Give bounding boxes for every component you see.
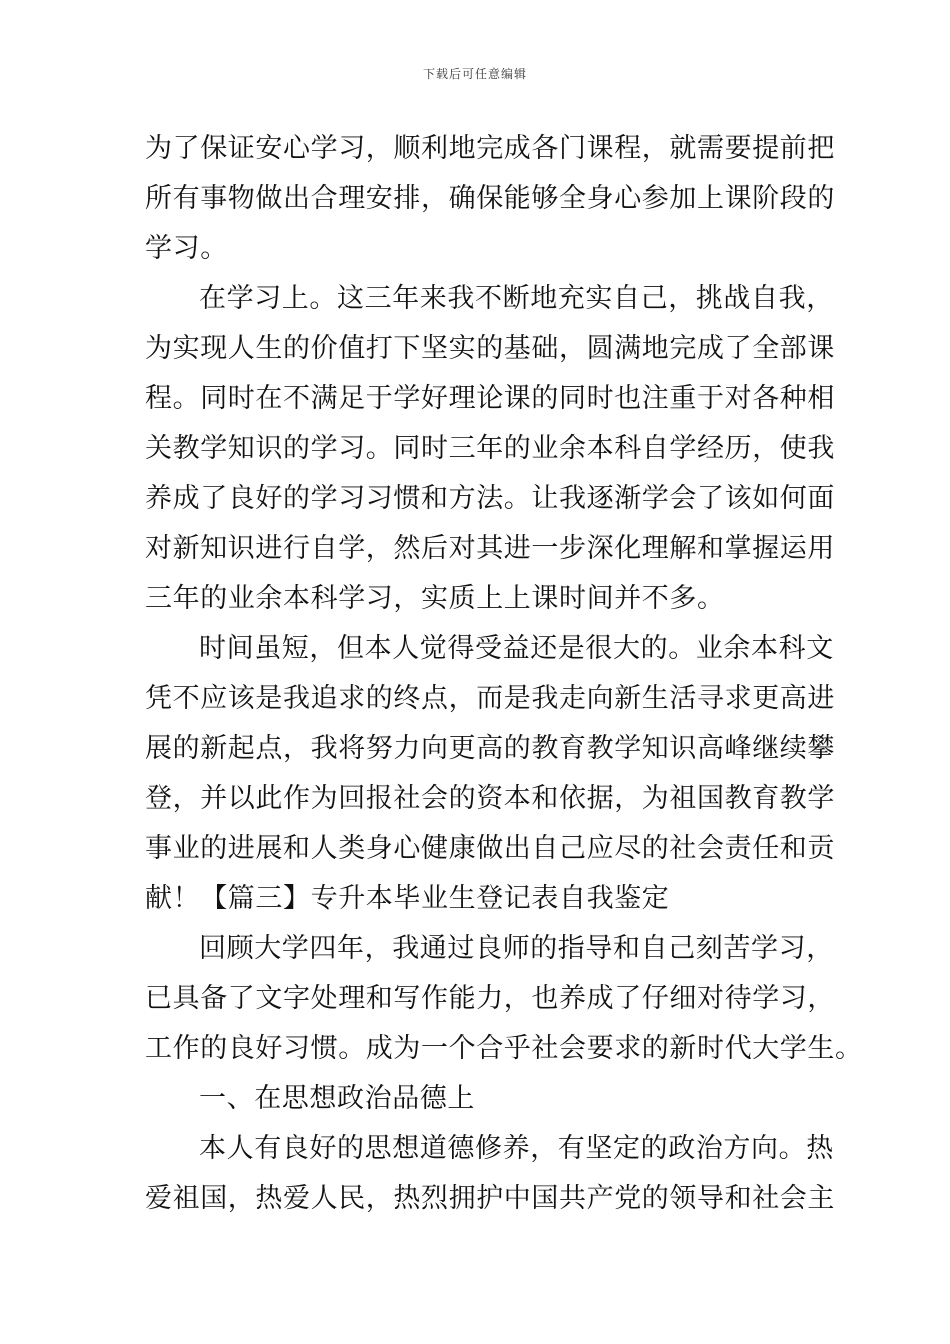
paragraph-start-line: 回顾大学四年，我通过良师的指导和自己刻苦学习， — [199, 933, 834, 964]
text-line: 为实现人生的价值打下坚实的基础，圆满地完成了全部课 — [145, 333, 835, 364]
page-header: 下载后可任意编辑 — [422, 67, 527, 81]
text-line: 展的新起点，我将努力向更高的教育教学知识高峰继续攀 — [145, 733, 835, 764]
text-line: 三年的业余本科学习，实质上上课时间并不多。 — [145, 583, 725, 614]
text-line: 所有事物做出合理安排，确保能够全身心参加上课阶段的 — [145, 183, 835, 214]
text-line: 程。同时在不满足于学好理论课的同时也注重于对各种相 — [145, 383, 835, 414]
text-line: 已具备了文字处理和写作能力，也养成了仔细对待学习， — [145, 983, 835, 1014]
section-heading: 一、在思想政治品德上 — [199, 1083, 475, 1114]
text-line: 献！【篇三】专升本毕业生登记表自我鉴定 — [145, 883, 670, 914]
text-line: 爱祖国，热爱人民，热烈拥护中国共产党的领导和社会主 — [145, 1183, 835, 1214]
text-line: 凭不应该是我追求的终点，而是我走向新生活寻求更高进 — [145, 683, 835, 714]
document-body — [145, 124, 863, 1224]
text-line: 关教学知识的学习。同时三年的业余本科自学经历，使我 — [145, 433, 835, 464]
text-line: 养成了良好的学习习惯和方法。让我逐渐学会了该如何面 — [145, 483, 835, 514]
text-line: 学习。 — [145, 233, 228, 264]
text-line: 工作的良好习惯。成为一个合乎社会要求的新时代大学生。 — [145, 1033, 863, 1064]
text-line: 对新知识进行自学，然后对其进一步深化理解和掌握运用 — [145, 533, 835, 564]
text-line: 登，并以此作为回报社会的资本和依据，为祖国教育教学 — [145, 783, 835, 814]
paragraph-start-line: 时间虽短，但本人觉得受益还是很大的。业余本科文 — [199, 633, 834, 664]
text-line: 为了保证安心学习，顺利地完成各门课程，就需要提前把 — [145, 133, 835, 164]
text-line: 事业的进展和人类身心健康做出自己应尽的社会责任和贡 — [145, 833, 835, 864]
paragraph-start-line: 在学习上。这三年来我不断地充实自己，挑战自我， — [199, 283, 834, 314]
paragraph-start-line: 本人有良好的思想道德修养，有坚定的政治方向。热 — [199, 1133, 834, 1164]
